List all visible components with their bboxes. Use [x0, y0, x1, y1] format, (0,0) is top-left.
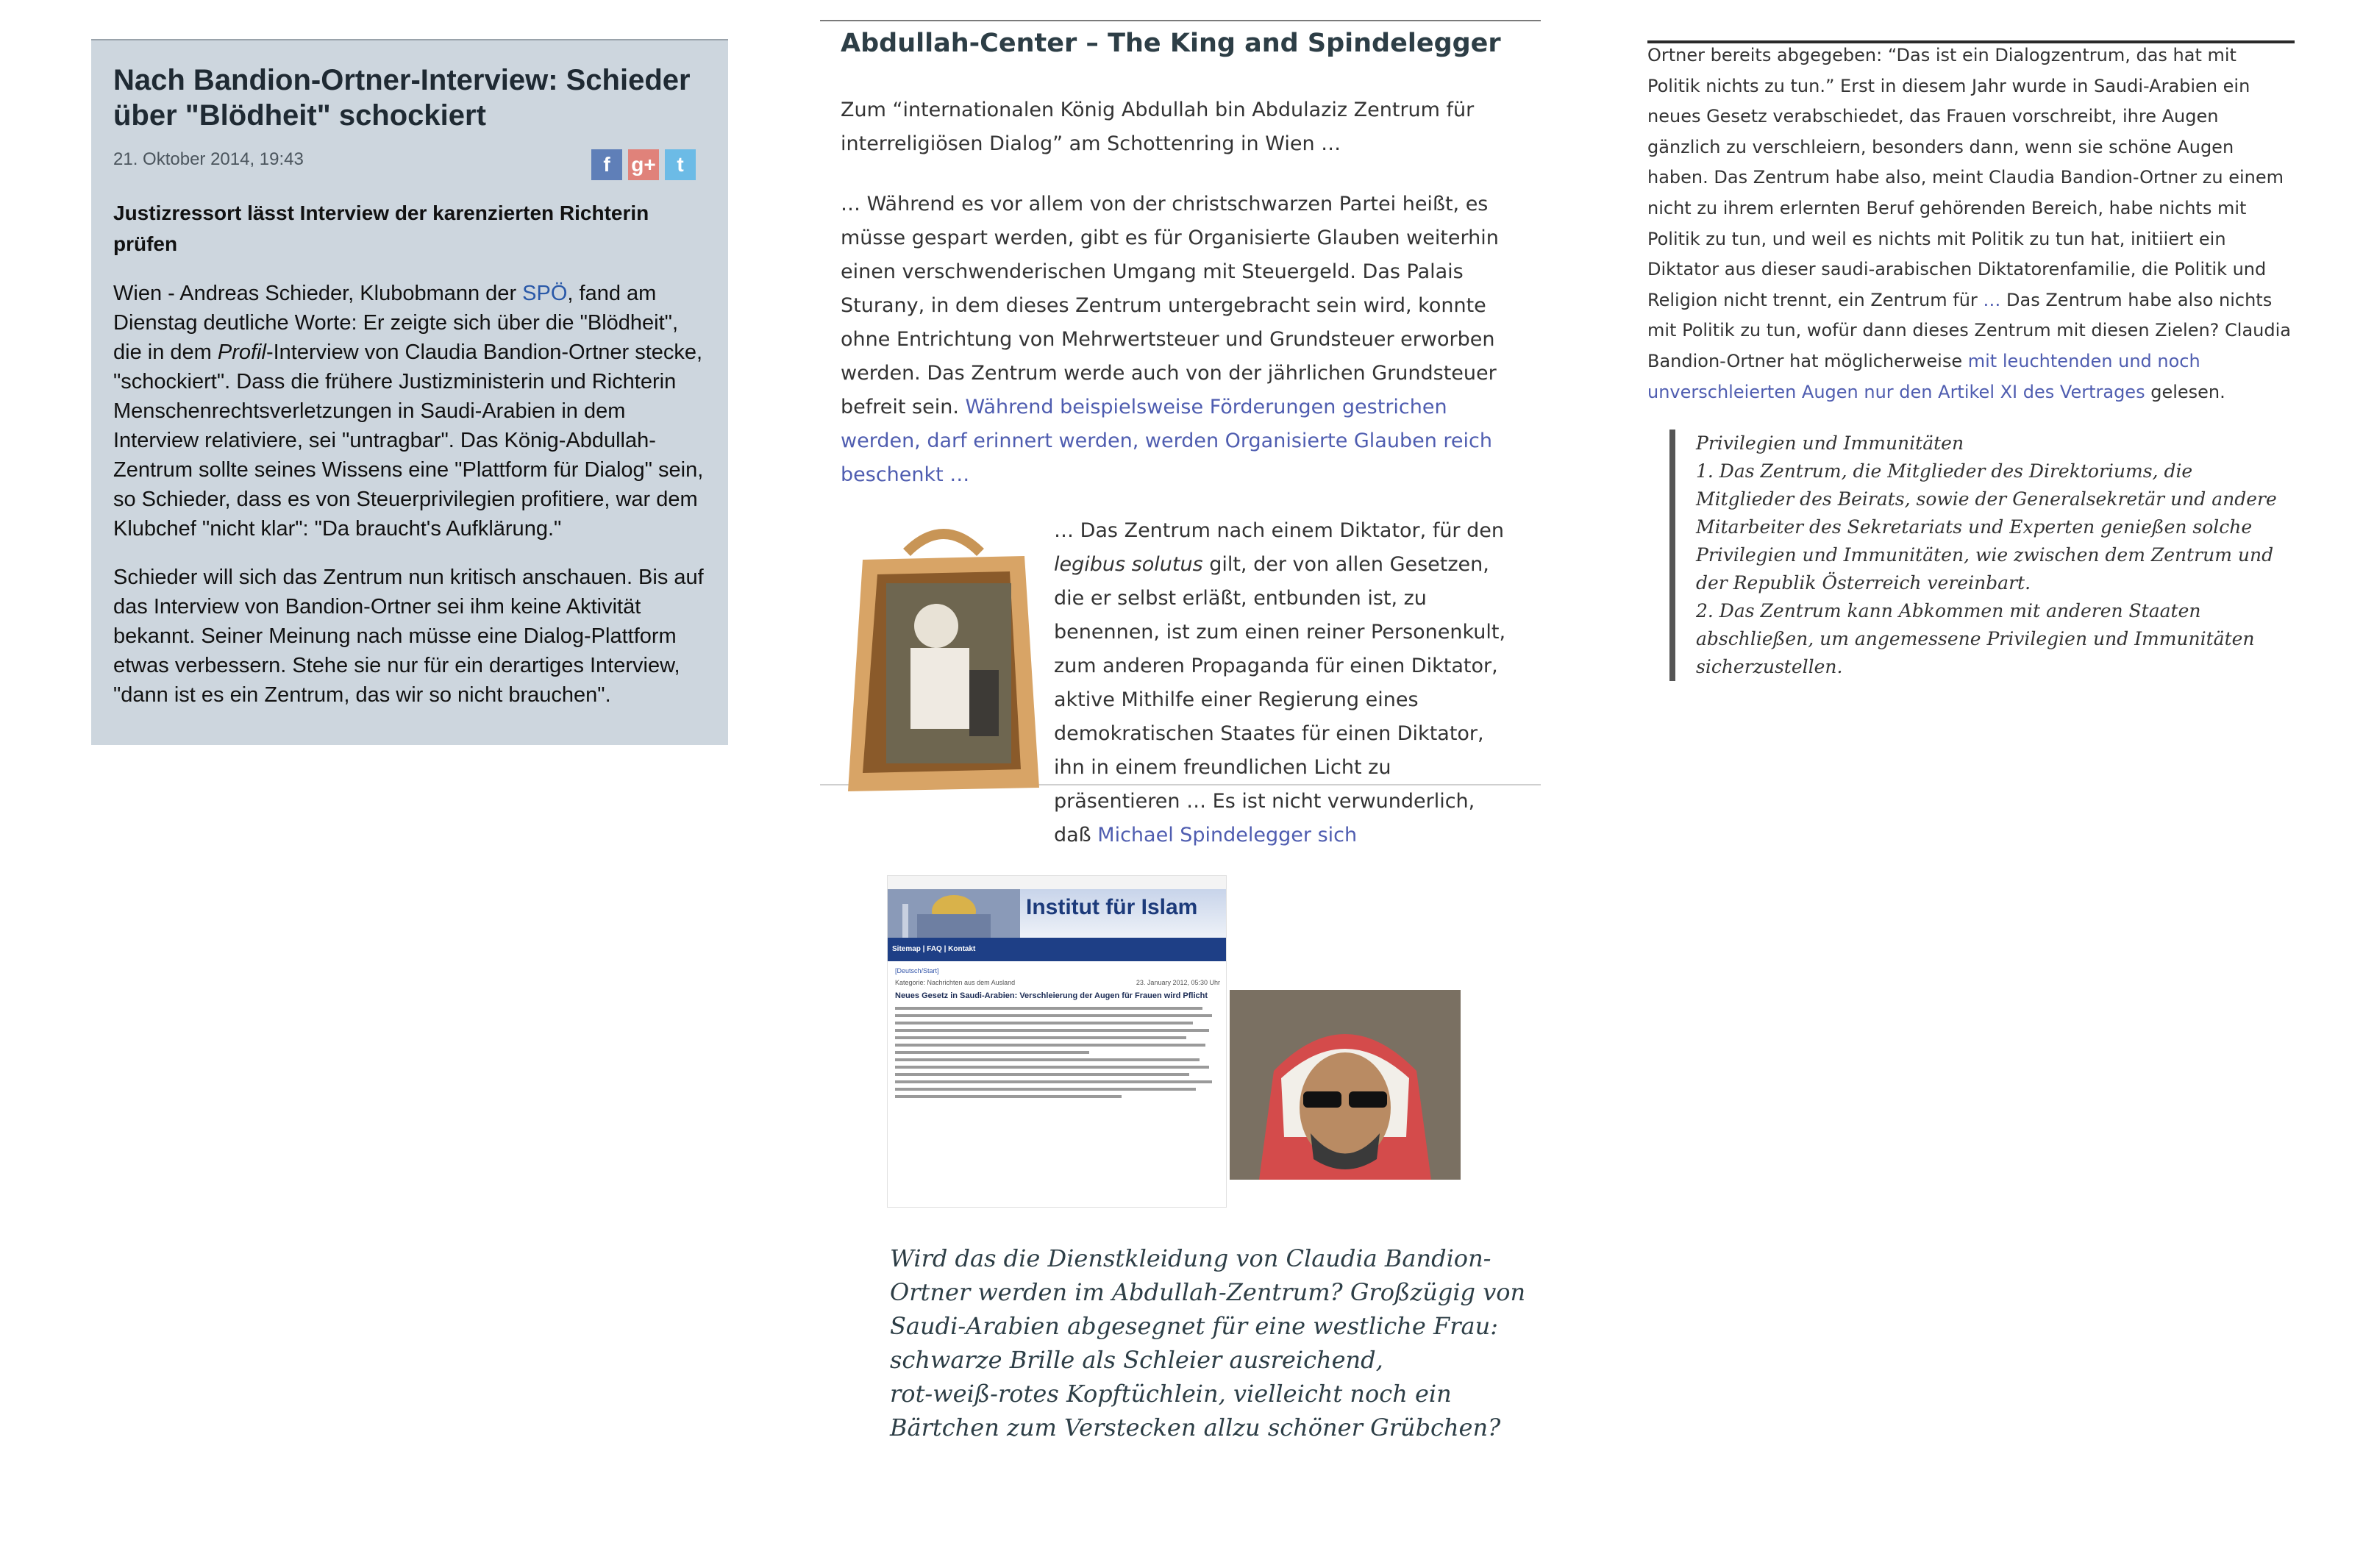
clipping-paragraph-2: Schieder will sich das Zentrum nun kritisch anschauen. Bis auf das Interview von Bandion-Ortner sei ihm keine Aktivität bekannt. Seiner Meinung nach müsse eine Dialog-Plattform etwas verbessern. Stehe sie nur für ein derartiges Interview, "dann ist es ein Zentrum, das wir so nicht brauchen". [113, 566, 704, 707]
caption-line: Ortner werden im Abdullah-Zentrum? Großzügig von [890, 1278, 1526, 1306]
clipping-p1-rest: -Interview von Claudia Bandion-Ortner stecke, "schockiert". Dass die frühere Justizministerin und Richterin Menschenrechtsverletzungen in Saudi-Arabien in dem Interview relativiere, sei "untragbar". Das König-Abdullah-Zentrum sollte seines Wissens eine "Plattform für Dialog" sein, so Schieder, dass es von Steuerprivilegien profitiere, war dem Klubchef "nicht klar": "Da braucht's Aufklärung." [113, 341, 704, 541]
twitter-icon[interactable]: t [665, 149, 696, 180]
caption-line: rot-weiß-rotes Kopftüchlein, vielleicht noch ein [890, 1380, 1452, 1408]
right-text-a: Ortner bereits abgegeben: “Das ist ein Dialogzentrum, das hat mit Politik nichts zu tun.” Erst in diesem Jahr wurde in Saudi-Arabien ein neues Gesetz verabschiedet, das Frauen vorschreibt, ihre Augen gänzlich zu verschleiern, besonders dann, wenn sie schöne Augen haben. Das Zentrum habe also, meint Claudia Bandion-Ortner zu einem nicht zu ihrem erlernten Beruf gehörenden Bereich, habe nichts mit Politik zu tun, und weil es nichts mit Politik zu tun hat, initiiert ein Diktator aus dieser saudi-arabischen Diktatorenfamilie, die Politik und Religion nicht trennt, ein Zentrum für [1647, 45, 2284, 310]
address-bar [888, 876, 1226, 889]
blog-p3-mid: gilt, der von allen Gesetzen, die er selbst erläßt, entbunden ist, zu benennen, ist zum einen reiner Personenkult, zum anderen Propaganda für einen Diktator, aktive Mithilfe einer Regierung eines demokratischen Staates für einen Diktator, ihn in einem freundlichen Licht zu präsentieren … Es ist nicht verwunderlich, daß [1054, 553, 1506, 847]
clipping-lead: Justizressort lässt Interview der karenzierten Richterin prüfen [113, 202, 649, 255]
caption-line: schwarze Brille als Schleier ausreichend, [890, 1346, 1383, 1374]
news-clipping [91, 39, 728, 745]
profil-italic: Profil [217, 341, 266, 364]
site-title: Institut für Islam [1026, 895, 1198, 919]
clipping-headline: Nach Bandion-Ortner-Interview: Schieder über "Blödheit" schockiert [113, 64, 691, 132]
ellipsis-link[interactable]: … [1983, 289, 2001, 310]
blog-figure-row [841, 519, 1520, 847]
site-banner [888, 889, 1226, 938]
portrait-photo [1230, 990, 1461, 1180]
legibus-italic: legibus solutus [1054, 553, 1203, 576]
clipping-paragraph-1 [113, 279, 706, 544]
clipping-p1-mid: , fand am Dienstag deutliche Worte: Er zeigte sich über die "Blödheit", die in dem [113, 282, 679, 364]
blog-paragraph-3 [1054, 514, 1510, 852]
googleplus-icon[interactable]: g+ [628, 149, 659, 180]
artikel-xi-link[interactable]: mit leuchtenden und noch unverschleierten Augen nur den Artikel XI des Vertrages [1647, 350, 2200, 402]
quote-item-1: 1. Das Zentrum, die Mitglieder des Direktoriums, die Mitglieder des Beirats, sowie der Generalsekretär und andere Mitarbeiter des Sekretariats und Experten genießen solche Privilegien und Immunitäten, wie zwischen dem Zentrum und der Republik Österreich vereinbart. [1696, 460, 2277, 594]
blog-paragraph-2 [841, 188, 1520, 492]
article-meta [888, 974, 1226, 986]
spoe-link[interactable]: SPÖ [522, 282, 568, 305]
clipping-date: 21. Oktober 2014, 19:43 [113, 149, 304, 169]
right-text-c: gelesen. [2145, 381, 2225, 402]
article-title: Neues Gesetz in Saudi-Arabien: Verschleierung der Augen für Frauen wird Pflicht [895, 991, 1208, 1000]
top-rule [1647, 40, 2295, 43]
facebook-icon[interactable]: f [591, 149, 622, 180]
clipping-p1-start: Wien - Andreas Schieder, Klubobmann der [113, 282, 523, 305]
website-screenshot [887, 875, 1227, 1208]
site-breadcrumb[interactable]: [Deutsch/Start] [895, 967, 939, 974]
blog-intro: Zum “internationalen König Abdullah bin Abdulaziz Zentrum für interreligiösen Dialog” am Schottenring in Wien … [841, 99, 1475, 155]
quote-item-2: 2. Das Zentrum kann Abkommen mit anderen Staaten abschließen, um angemessene Privilegien und Immunitäten sicherzustellen. [1696, 600, 2255, 678]
tablet-image [841, 523, 1047, 795]
share-buttons [591, 149, 696, 180]
caption-line: Wird das die Dienstkleidung von Claudia Bandion- [890, 1244, 1491, 1272]
blog-title: Abdullah-Center – The King and Spindelegger [841, 29, 1501, 58]
image-caption [890, 1241, 1526, 1444]
site-nav[interactable]: Sitemap | FAQ | Kontakt [888, 938, 1226, 961]
caption-line: Bärtchen zum Verstecken allzu schöner Grübchen? [890, 1414, 1501, 1442]
blog-p3-start: … Das Zentrum nach einem Diktator, für den [1054, 519, 1504, 542]
caption-line: Saudi-Arabien abgesegnet für eine westliche Frau: [890, 1312, 1498, 1340]
article-body-lines [888, 1001, 1226, 1098]
quote-title: Privilegien und Immunitäten [1696, 432, 1964, 455]
mosque-icon [888, 889, 1020, 938]
right-column-excerpt [1647, 40, 2295, 688]
blog-p2-text: … Während es vor allem von der christschwarzen Partei heißt, es müsse gespart werden, gibt es für Organisierte Glauben weiterhin einen verschwenderischen Umgang mit Steuergeld. Das Palais Sturany, in dem dieses Zentrum untergebracht sein wird, konnte ohne Entrichtung von Mehrwertsteuer und Grundsteuer erworben werden. Das Zentrum werde auch von der jährlichen Grundsteuer befreit sein. [841, 193, 1499, 418]
article-category: Kategorie: Nachrichten aus dem Ausland [895, 979, 1016, 986]
blog-p2-link[interactable]: Während beispielsweise Förderungen gestrichen werden, darf erinnert werden, werden Organisierte Glauben reich beschenkt … [841, 396, 1492, 486]
clipping-dateline [113, 149, 706, 182]
spindelegger-link[interactable]: Michael Spindelegger sich [1097, 824, 1358, 847]
right-column-paragraph [1647, 40, 2295, 407]
article-date: 23. January 2012, 05:30 Uhr [1136, 979, 1220, 986]
blog-excerpt [820, 20, 1541, 847]
right-text-b: Das Zentrum habe also nichts mit Politik zu tun, wofür dann dieses Zentrum mit diesen Zielen? Claudia Bandion-Ortner hat möglicherweise [1647, 289, 2292, 371]
treaty-quote [1669, 430, 2295, 681]
